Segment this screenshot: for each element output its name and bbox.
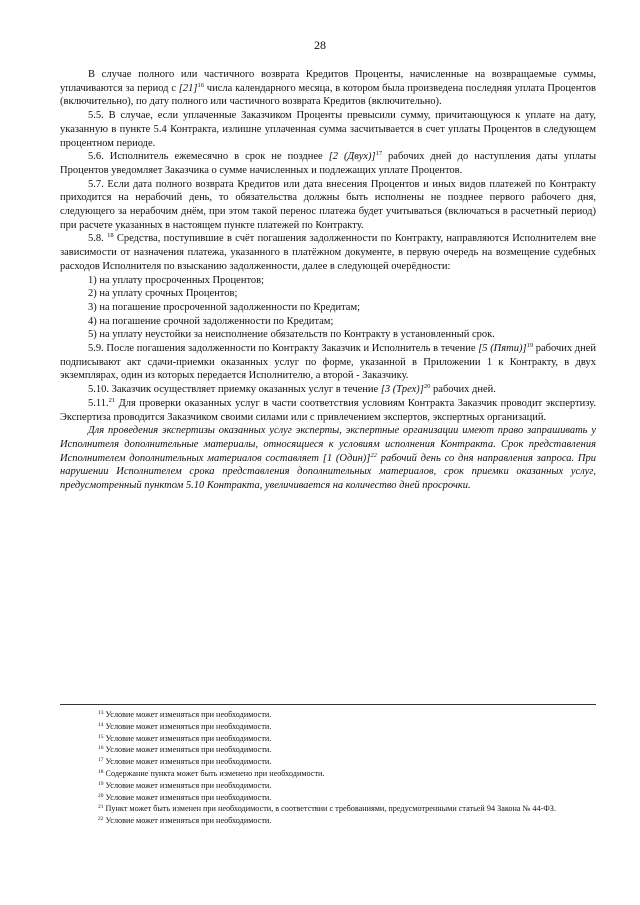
- footnote-text: Условие может изменяться при необходимости.: [105, 780, 272, 790]
- footnote-text: Содержание пункта может быть изменено при необходимости.: [105, 768, 325, 778]
- footnote-number: 15: [98, 733, 104, 740]
- footnote: [60, 744, 596, 756]
- footnote-divider: [60, 704, 596, 705]
- body-text: [60, 68, 596, 493]
- list-item: 1) на уплату просроченных Процентов;: [88, 274, 265, 286]
- placeholder-value: [21]: [178, 82, 198, 94]
- footnote: [60, 780, 596, 792]
- footnote-ref: 17: [375, 150, 383, 158]
- footnote-number: 13: [98, 710, 104, 716]
- footnote-text: Условие может изменяться при необходимости.: [105, 757, 272, 767]
- footnote-number: 22: [98, 816, 104, 823]
- footnote: [60, 721, 596, 733]
- paragraph-5-11: [60, 397, 596, 424]
- footnote: [60, 815, 596, 827]
- footnote-ref: 22: [370, 451, 377, 459]
- text-run: 5.10. Заказчик осуществляет приемку оказанных услуг в течение: [88, 384, 381, 396]
- footnote-number: 14: [98, 721, 104, 728]
- paragraph-expert-materials: [60, 424, 596, 493]
- footnote-number: 20: [98, 792, 104, 799]
- footnote-number: 21: [98, 804, 104, 811]
- footnote: [60, 803, 596, 815]
- placeholder-value: [5 (Пяти)]: [478, 343, 527, 355]
- footnotes: [60, 709, 596, 827]
- footnote-ref: 18: [107, 232, 114, 240]
- text-run: рабочий день со дня направления запроса. При нарушении Исполнителем срока представления дополнительных материалов, срок приемки оказанных услуг, предусмотренный пунктом 5.10 Контракта, увеличивается на количество дней просрочки.: [60, 452, 596, 492]
- paragraph-5-6: [60, 150, 596, 177]
- text-run: Средства, поступившие в счёт погашения задолженности по Контракту, направляются Исполнителем вне зависимости от назначения платежа, указанного в платёжном документе, в первую очередь на возмещение судебных расходов Исполнителя по взысканию задолженности, далее в следующей очерёдности:: [60, 233, 597, 272]
- paragraph-5-5: 5.5. В случае, если уплаченные Заказчиком Проценты превысили сумму, причитающуюся к уплате на дату, указанную в пункте 5.4 Контракта, излишне уплаченная сумма засчитывается в счет уплаты Процентов в следующем процентном периоде.: [60, 110, 596, 149]
- text-run: рабочих дней.: [430, 384, 496, 396]
- footnote-ref: 16: [197, 81, 204, 89]
- list-item: 2) на уплату срочных Процентов;: [88, 288, 238, 300]
- footnote-text: Условие может изменяться при необходимости.: [105, 816, 272, 826]
- footnote-text: Условие может изменяться при необходимости.: [105, 721, 272, 731]
- list-item: 5) на уплату неустойки за неисполнение обязательств по Контракту в установленный срок.: [88, 329, 495, 341]
- footnote: [60, 733, 596, 745]
- text-run: Для проверки оказанных услуг в части соответствия условиям Контракта Заказчик проводит экспертизу. Экспертиза проводится Заказчиком своими силами или с привлечением экспертов, экспертных организаций.: [60, 397, 596, 423]
- footnote-text: Условие может изменяться при необходимости.: [105, 710, 272, 719]
- footnote-number: 19: [98, 780, 104, 787]
- footnote: [60, 792, 596, 804]
- footnote: [60, 709, 596, 721]
- paragraph-interest-on-return: [60, 68, 596, 109]
- list-item: 4) на погашение срочной задолженности по Кредитам;: [88, 315, 334, 327]
- footnote-text: Условие может изменяться при необходимости.: [105, 792, 272, 802]
- footnote-ref: 20: [423, 383, 431, 391]
- list-item: 3) на погашение просроченной задолженности по Кредитам;: [88, 301, 361, 313]
- footnote-number: 18: [98, 768, 104, 775]
- footnote-ref: 19: [526, 342, 534, 350]
- footnote-text: Условие может изменяться при необходимости.: [105, 745, 272, 755]
- footnote: [60, 768, 596, 780]
- text-run: 5.6. Исполнитель ежемесячно в срок не позднее: [88, 151, 329, 163]
- page-number: 28: [314, 38, 326, 52]
- footnote-number: 16: [98, 745, 104, 752]
- paragraph-5-9: [60, 342, 596, 383]
- text-run: числа календарного месяца, в котором была произведена последняя уплата Процентов (включительно), по дату полного или частичного возврата Кредитов (включительно).: [60, 82, 596, 108]
- text-run: 5.11.: [88, 397, 109, 409]
- footnote-ref: 21: [108, 396, 116, 404]
- placeholder-value: [3 (Трех)]: [380, 384, 424, 396]
- text-run: рабочих дней до наступления даты уплаты Процентов уведомляет Заказчика о сумме начисленных и подлежащих уплате Процентов.: [60, 151, 596, 176]
- text-run: рабочих дней подписывают акт сдачи-приемки оказанных услуг по форме, указанной в Приложении 1 к Контракту, в двух экземплярах, один из которых передается Исполнителю, а второй - Заказчику.: [60, 343, 596, 382]
- footnote: [60, 756, 596, 768]
- text-run: Для проведения экспертизы оказанных услуг эксперты, экспертные организации имеют право запрашивать у Исполнителя дополнительные материалы, относящиеся к условиям исполнения Контракта. Срок представления Исполнителем дополнительных материалов составляет [1 (Один)]: [60, 425, 596, 464]
- footnote-text: Условие может изменяться при необходимости.: [105, 733, 272, 743]
- paragraph-5-8: [60, 232, 596, 273]
- text-run: 5.8.: [88, 233, 108, 245]
- text-run: 5.9. После погашения задолженности по Контракту Заказчик и Исполнитель в течение: [88, 343, 479, 355]
- paragraph-5-10: [60, 383, 596, 397]
- footnote-number: 17: [98, 757, 104, 764]
- placeholder-value: [2 (Двух)]: [328, 151, 376, 163]
- footnote-text: Пункт может быть изменен при необходимости, в соответствии с требованиями, предусмотренными статьей 94 Закона № 44-ФЗ.: [105, 804, 556, 814]
- text-run: В случае полного или частичного возврата Кредитов Проценты, начисленные на возвращаемые суммы, уплачиваются за период с: [60, 69, 596, 94]
- paragraph-5-7: 5.7. Если дата полного возврата Кредитов или дата внесения Процентов и иных видов платежей по Контракту приходится на нерабочий день, то обязательства должны быть исполнены не позднее первого рабочего дня, следующего за нерабочим днём, при этом такой перенос платежа будет учитываться (включаться в расчетный период) при расчете указанных в настоящем пункте платежей по Контракту.: [60, 178, 596, 231]
